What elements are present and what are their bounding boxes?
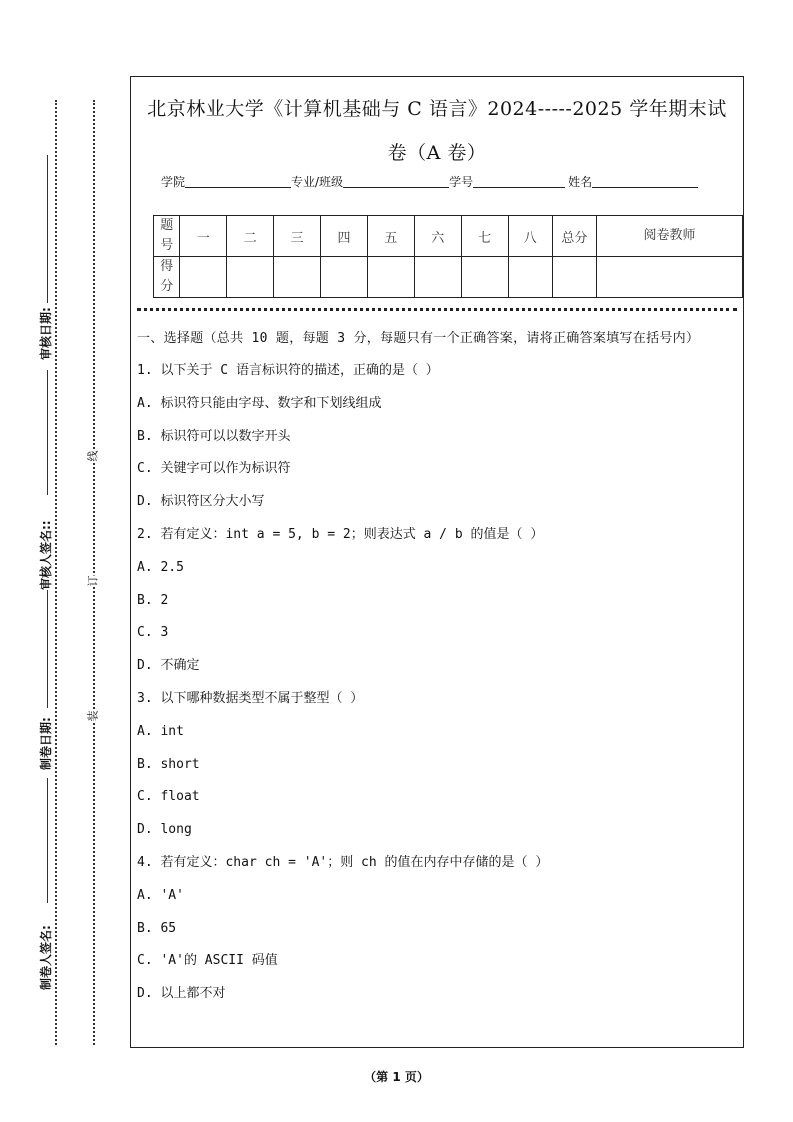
binding-dotted-line-outer	[55, 100, 57, 1045]
col-header-5: 五	[367, 216, 414, 257]
score-table	[153, 215, 743, 298]
option-c[interactable]: C. 3	[137, 625, 169, 641]
col-header-grader: 阅卷教师	[596, 216, 742, 257]
question-2	[137, 523, 735, 687]
score-cell-5[interactable]	[367, 257, 414, 298]
option-d[interactable]: D. 不确定	[137, 658, 200, 674]
col-header-2: 二	[227, 216, 274, 257]
col-header-4: 四	[321, 216, 368, 257]
question-stem: 4. 若有定义：char ch = 'A'；则 ch 的值在内存中存储的是（ ）	[137, 854, 549, 870]
score-cell-3[interactable]	[274, 257, 321, 298]
college-blank[interactable]	[185, 175, 291, 188]
score-cell-7[interactable]	[461, 257, 508, 298]
score-cell-1[interactable]	[180, 257, 227, 298]
option-a[interactable]: A. 标识符只能由字母、数字和下划线组成	[137, 395, 382, 411]
score-cell-6[interactable]	[414, 257, 461, 298]
question-stem: 1. 以下关于 C 语言标识符的描述，正确的是（ ）	[137, 363, 439, 378]
score-cell-total[interactable]	[552, 257, 596, 298]
section-heading: 一、选择题（总共 10 题，每题 3 分，每题只有一个正确答案，请将正确答案填写在括号内）	[137, 331, 700, 346]
name-blank[interactable]	[592, 175, 698, 188]
bind-char-xian: 线	[86, 450, 100, 462]
question-3	[137, 687, 735, 851]
option-a[interactable]: A. 2.5	[137, 559, 184, 575]
name-label: 姓名	[568, 175, 593, 189]
option-d[interactable]: D. long	[137, 822, 192, 838]
question-1	[137, 359, 735, 523]
review-date-line[interactable]	[47, 155, 48, 303]
student-info-row	[161, 173, 698, 190]
reviewer-signature-label: 审核人签名::	[39, 520, 53, 590]
option-d[interactable]: D. 以上都不对	[137, 986, 226, 1002]
option-c[interactable]: C. 'A'的 ASCII 码值	[137, 953, 278, 969]
exam-title-line2: 卷（A 卷）	[387, 142, 487, 164]
option-b[interactable]: B. 标识符可以以数字开头	[137, 428, 291, 444]
score-cell-grader[interactable]	[596, 257, 742, 298]
major-class-blank[interactable]	[343, 175, 449, 188]
col-header-8: 八	[508, 216, 552, 257]
preparer-signature-line[interactable]	[47, 778, 48, 903]
bind-char-ding: 订	[86, 575, 100, 587]
score-table-header-row	[154, 216, 743, 257]
major-class-label: 专业/班级	[291, 175, 344, 189]
option-b[interactable]: B. 2	[137, 592, 169, 608]
option-c[interactable]: C. 关键字可以作为标识符	[137, 461, 291, 477]
student-id-blank[interactable]	[473, 175, 565, 188]
col-header-7: 七	[461, 216, 508, 257]
exam-title-line1: 北京林业大学《计算机基础与 C 语言》2024-----2025 学年期末试	[147, 98, 727, 120]
option-b[interactable]: B. short	[137, 756, 200, 772]
college-label: 学院	[161, 175, 186, 189]
option-d[interactable]: D. 标识符区分大小写	[137, 494, 265, 510]
exam-title	[131, 87, 743, 175]
option-b[interactable]: B. 65	[137, 920, 177, 936]
question-stem: 2. 若有定义：int a = 5, b = 2；则表达式 a / b 的值是（ ）	[137, 526, 544, 542]
prepare-date-line[interactable]	[47, 590, 48, 708]
col-header-1: 一	[180, 216, 227, 257]
bind-char-zhuang: 装	[86, 710, 100, 722]
question-4	[137, 851, 735, 1015]
exam-frame	[130, 76, 744, 1048]
score-table-score-row	[154, 257, 743, 298]
student-id-label: 学号	[449, 175, 474, 189]
score-table-row1-label: 题号	[154, 216, 180, 257]
col-header-3: 三	[274, 216, 321, 257]
col-header-total: 总分	[552, 216, 596, 257]
score-cell-4[interactable]	[321, 257, 368, 298]
col-header-6: 六	[414, 216, 461, 257]
option-a[interactable]: A. int	[137, 723, 184, 739]
option-a[interactable]: A. 'A'	[137, 887, 184, 903]
page-number: （第 1 页）	[364, 1070, 429, 1084]
score-table-row2-label: 得分	[154, 257, 180, 298]
exam-content	[137, 328, 735, 1015]
binding-dotted-line-inner	[93, 100, 95, 1045]
option-c[interactable]: C. float	[137, 789, 200, 805]
reviewer-signature-line[interactable]	[47, 370, 48, 495]
score-cell-8[interactable]	[508, 257, 552, 298]
question-stem: 3. 以下哪种数据类型不属于整型（ ）	[137, 690, 364, 706]
prepare-date-label: 制卷日期:	[39, 717, 53, 770]
preparer-signature-label: 制卷人签名:	[39, 925, 53, 990]
score-cell-2[interactable]	[227, 257, 274, 298]
dotted-separator	[137, 308, 737, 311]
review-date-label: 审核日期:	[39, 307, 53, 360]
